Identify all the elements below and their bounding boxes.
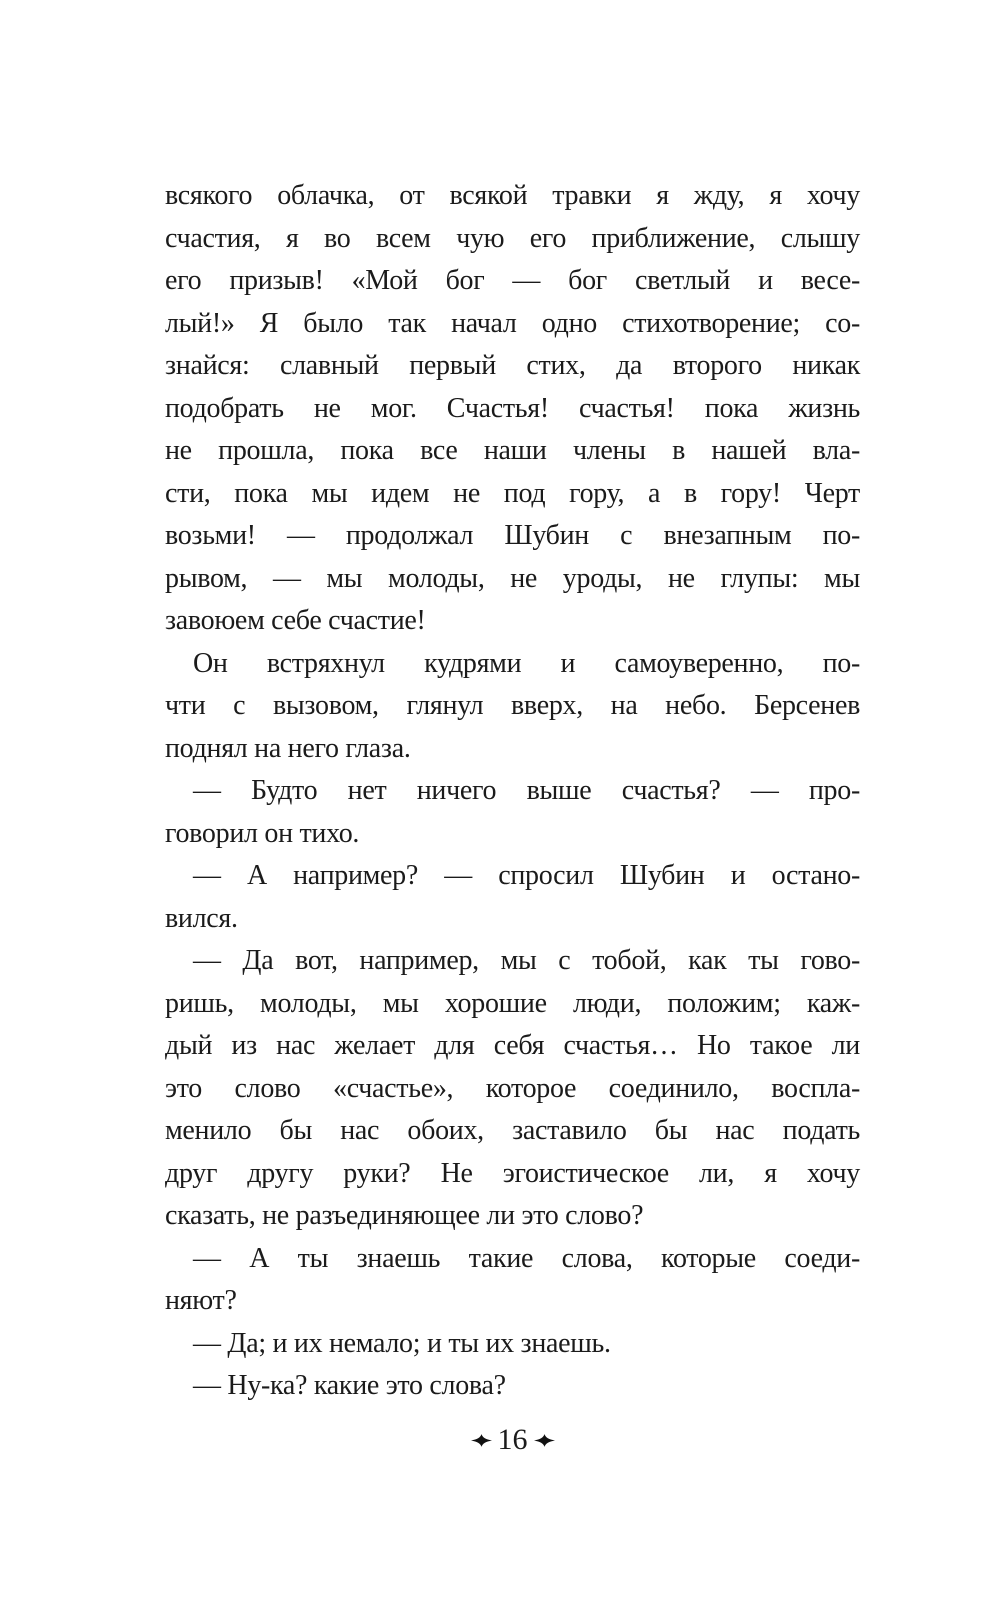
- text-line: лый!» Я было так начал одно стихотворение; со-: [165, 307, 860, 339]
- text-line: всякого облачка, от всякой травки я жду, я хочу: [165, 180, 860, 211]
- text-line: — А ты знаешь такие слова, которые соеди-: [193, 1242, 860, 1274]
- text-line: — Да; и их немало; и ты их знаешь.: [193, 1327, 611, 1359]
- text-line: рывом, — мы молоды, не уроды, не глупы: мы: [165, 562, 860, 594]
- text-line: ришь, молоды, мы хорошие люди, положим; каж-: [165, 987, 860, 1019]
- text-line: его призыв! «Мой бог — бог светлый и весе-: [165, 265, 860, 296]
- text-line: завоюем себе счастие!: [165, 605, 426, 636]
- paragraph: [165, 175, 860, 643]
- text-line: друг другу руки? Не эгоистическое ли, я хочу: [165, 1157, 860, 1189]
- body-text: [165, 175, 860, 1408]
- text-line: не прошла, пока все наши члены в нашей вла-: [165, 435, 860, 466]
- text-line: подобрать не мог. Счастья! счастья! пока жизнь: [165, 392, 860, 424]
- text-line: менило бы нас обоих, заставило бы нас подать: [165, 1115, 860, 1146]
- text-line: — Да вот, например, мы с тобой, как ты гово-: [193, 945, 860, 976]
- text-line: чти с вызовом, глянул вверх, на небо. Берсенев: [165, 690, 860, 721]
- text-line: вился.: [165, 902, 238, 934]
- text-line: говорил он тихо.: [165, 817, 360, 849]
- page-footer: [165, 1422, 860, 1458]
- text-line: это слово «счастье», которое соединило, воспла-: [165, 1072, 860, 1104]
- text-line: — Будто нет ничего выше счастья? — про-: [193, 775, 860, 806]
- text-line: сказать, не разъединяющее ли это слово?: [165, 1200, 644, 1231]
- text-line: — А например? — спросил Шубин и остано-: [193, 860, 860, 891]
- diamond-ornament-icon: [534, 1434, 555, 1447]
- paragraph: [165, 855, 860, 940]
- text-line: няют?: [165, 1285, 237, 1316]
- text-line: счастия, я во всем чую его приближение, слышу: [165, 222, 860, 254]
- paragraph: [165, 940, 860, 1238]
- paragraph: [165, 1365, 860, 1408]
- text-line: поднял на него глаза.: [165, 732, 411, 764]
- paragraph: [165, 1323, 860, 1366]
- diamond-ornament-icon: [471, 1434, 492, 1447]
- paragraph: [165, 770, 860, 855]
- page-number: 16: [497, 1423, 528, 1456]
- paragraph: [165, 1238, 860, 1323]
- text-line: сти, пока мы идем не под гору, а в гору! Черт: [165, 477, 860, 509]
- text-line: дый из нас желает для себя счастья… Но такое ли: [165, 1030, 860, 1061]
- text-line: Он встряхнул кудрями и самоуверенно, по-: [193, 647, 860, 679]
- text-line: знайся: славный первый стих, да второго никак: [165, 350, 860, 381]
- text-line: — Ну-ка? какие это слова?: [193, 1370, 506, 1401]
- paragraph: [165, 643, 860, 771]
- text-line: возьми! — продолжал Шубин с внезапным по-: [165, 520, 860, 551]
